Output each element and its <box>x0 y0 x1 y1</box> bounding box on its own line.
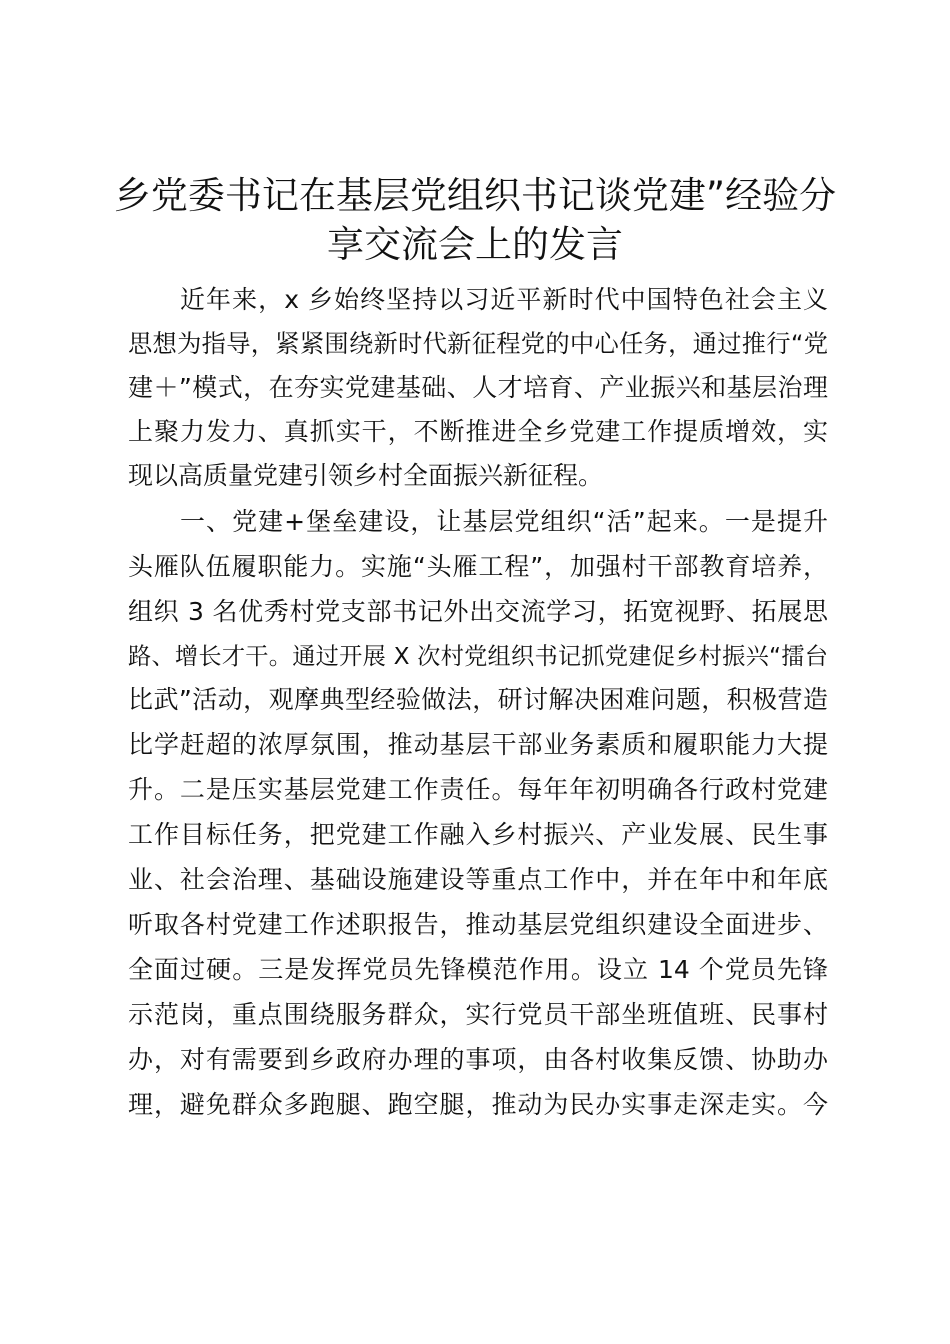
paragraph-line: 理，避免群众多跑腿、跑空腿，推动为民办实事走深走实。今 <box>128 1090 828 1119</box>
paragraph-line: 比学赶超的浓厚氛围，推动基层干部业务素质和履职能力大提 <box>128 730 828 759</box>
paragraph-line: 工作目标任务，把党建工作融入乡村振兴、产业发展、民生事 <box>128 820 828 849</box>
paragraph-line: 示范岗，重点围绕服务群众，实行党员干部坐班值班、民事村 <box>128 1000 828 1029</box>
paragraph-line: 全面过硬。三是发挥党员先锋模范作用。设立 14 个党员先锋 <box>128 955 828 984</box>
paragraph-line: 一、党建+堡垒建设，让基层党组织“活”起来。一是提升 <box>180 507 828 536</box>
document-title-line-1: 乡党委书记在基层党组织书记谈党建”经验分 <box>113 174 837 217</box>
paragraph-line: 现以高质量党建引领乡村全面振兴新征程。 <box>128 461 604 490</box>
paragraph-line: 比武”活动，观摩典型经验做法，研讨解决困难问题，积极营造 <box>128 685 828 714</box>
paragraph-line: 业、社会治理、基础设施建设等重点工作中，并在年中和年底 <box>128 865 828 894</box>
paragraph-line: 思想为指导，紧紧围绕新时代新征程党的中心任务，通过推行“党 <box>128 329 828 358</box>
paragraph-line: 办，对有需要到乡政府办理的事项，由各村收集反馈、协助办 <box>128 1045 828 1074</box>
paragraph-line: 升。二是压实基层党建工作责任。每年年初明确各行政村党建 <box>128 775 828 804</box>
paragraph-line: 建＋”模式，在夯实党建基础、人才培育、产业振兴和基层治理 <box>128 373 828 402</box>
paragraph-line: 上聚力发力、真抓实干，不断推进全乡党建工作提质增效，实 <box>128 417 828 446</box>
paragraph-line: 路、增长才干。通过开展 X 次村党组织书记抓党建促乡村振兴“擂台 <box>128 643 828 670</box>
paragraph-line: 头雁队伍履职能力。实施“头雁工程”，加强村干部教育培养， <box>128 552 828 581</box>
paragraph-line: 组织 3 名优秀村党支部书记外出交流学习，拓宽视野、拓展思 <box>128 597 828 626</box>
paragraph-line: 听取各村党建工作述职报告，推动基层党组织建设全面进步、 <box>128 910 828 939</box>
document-title-line-2: 享交流会上的发言 <box>327 223 623 266</box>
paragraph-line: 近年来，x 乡始终坚持以习近平新时代中国特色社会主义 <box>180 285 828 314</box>
